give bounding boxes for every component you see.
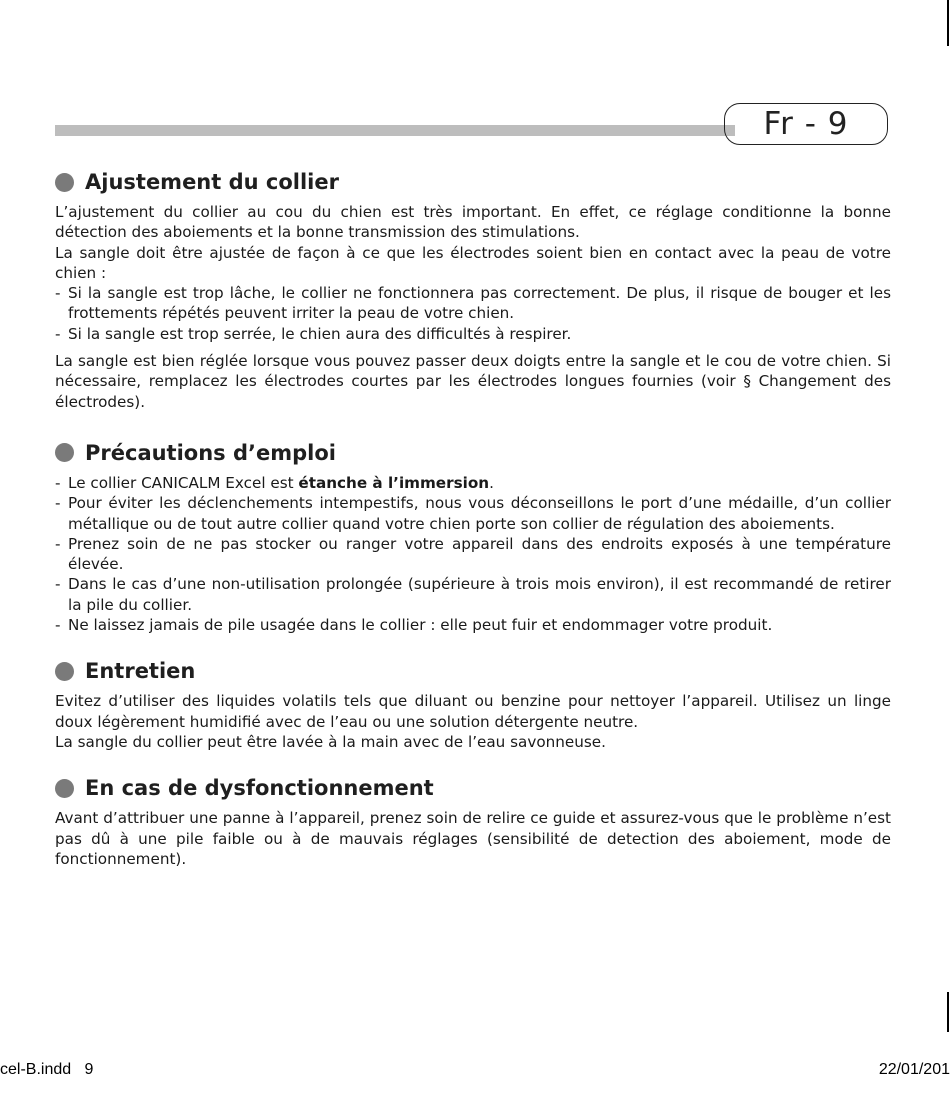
crop-mark-bottom bbox=[947, 992, 949, 1032]
list-item: - Si la sangle est trop lâche, le collier ne fonctionnera pas correctement. De plus, il risque de bouger et les frottements répétés peuvent irriter la peau de votre chien. bbox=[55, 284, 891, 323]
paragraph: Avant d’attribuer une panne à l’appareil, prenez soin de relire ce guide et assurez-vous que le problème n’est pas dû à une pile faible ou à de mauvais réglages (sensibilité de detection des aboiement, mode de fonctionnement). bbox=[55, 809, 891, 868]
section-ajustement bbox=[55, 167, 891, 412]
section-title: Entretien bbox=[85, 659, 196, 684]
page-number-badge bbox=[724, 103, 888, 145]
footer-date: 22/01/201 bbox=[878, 1061, 950, 1078]
bullet-icon bbox=[55, 173, 74, 192]
section-dysfonctionnement bbox=[55, 773, 891, 869]
page-content bbox=[55, 167, 891, 869]
list-item: - Si la sangle est trop serrée, le chien aura des difficultés à respirer. bbox=[55, 324, 572, 343]
list-item: - Pour éviter les déclenchements intempestifs, nous vous déconseillons le port d’une médaille, d’un collier métallique ou de tout autre collier quand votre chien porte son collier de régulation des aboiements. bbox=[55, 494, 891, 533]
page-number-label: Fr - 9 bbox=[763, 106, 849, 142]
section-title: En cas de dysfonctionnement bbox=[85, 776, 434, 801]
paragraph: Evitez d’utiliser des liquides volatils tels que diluant ou benzine pour nettoyer l’appareil. Utilisez un linge doux légèrement humidifié avec de l’eau ou une solution détergente neutre. bbox=[55, 692, 891, 731]
section-heading bbox=[55, 656, 891, 686]
list-item: - Ne laissez jamais de pile usagée dans le collier : elle peut fuir et endommager votre produit. bbox=[55, 616, 773, 635]
section-entretien bbox=[55, 656, 891, 752]
paragraph: La sangle doit être ajustée de façon à ce que les électrodes soient bien en contact avec la peau de votre chien : bbox=[55, 243, 891, 282]
list bbox=[55, 473, 891, 635]
list-item: - Dans le cas d’une non-utilisation prolongée (supérieure à trois mois environ), il est recommandé de retirer la pile du collier. bbox=[55, 575, 891, 614]
bullet-icon bbox=[55, 779, 74, 798]
section-heading bbox=[55, 438, 891, 468]
bullet-icon bbox=[55, 443, 74, 462]
crop-mark-top bbox=[947, 0, 949, 46]
section-title: Ajustement du collier bbox=[85, 170, 339, 194]
bold-text: étanche à l’immersion bbox=[298, 473, 490, 492]
bullet-icon bbox=[55, 662, 74, 681]
section-precautions bbox=[55, 438, 891, 635]
note-paragraph: La sangle est bien réglée lorsque vous pouvez passer deux doigts entre la sangle et le cou de votre chien. Si nécessaire, remplacez les électrodes courtes par les électrodes longues fournies (voir § Changement des électrodes). bbox=[55, 352, 891, 411]
list-item: - Le collier CANICALM Excel est étanche à l’immersion. bbox=[55, 473, 494, 492]
footer-file-name: cel-B.indd 9 bbox=[0, 1061, 94, 1078]
list-item: - Prenez soin de ne pas stocker ou ranger votre appareil dans des endroits exposés à une température élevée. bbox=[55, 534, 891, 574]
section-title: Précautions d’emploi bbox=[85, 440, 336, 465]
section-heading bbox=[55, 773, 891, 803]
paragraph: La sangle du collier peut être lavée à la main avec de l’eau savonneuse. bbox=[55, 732, 606, 751]
section-heading bbox=[55, 167, 891, 197]
paragraph: L’ajustement du collier au cou du chien est très important. En effet, ce réglage conditionne la bonne détection des aboiements et la bonne transmission des stimulations. bbox=[55, 203, 891, 242]
list bbox=[55, 283, 891, 344]
header-bar bbox=[55, 125, 735, 136]
